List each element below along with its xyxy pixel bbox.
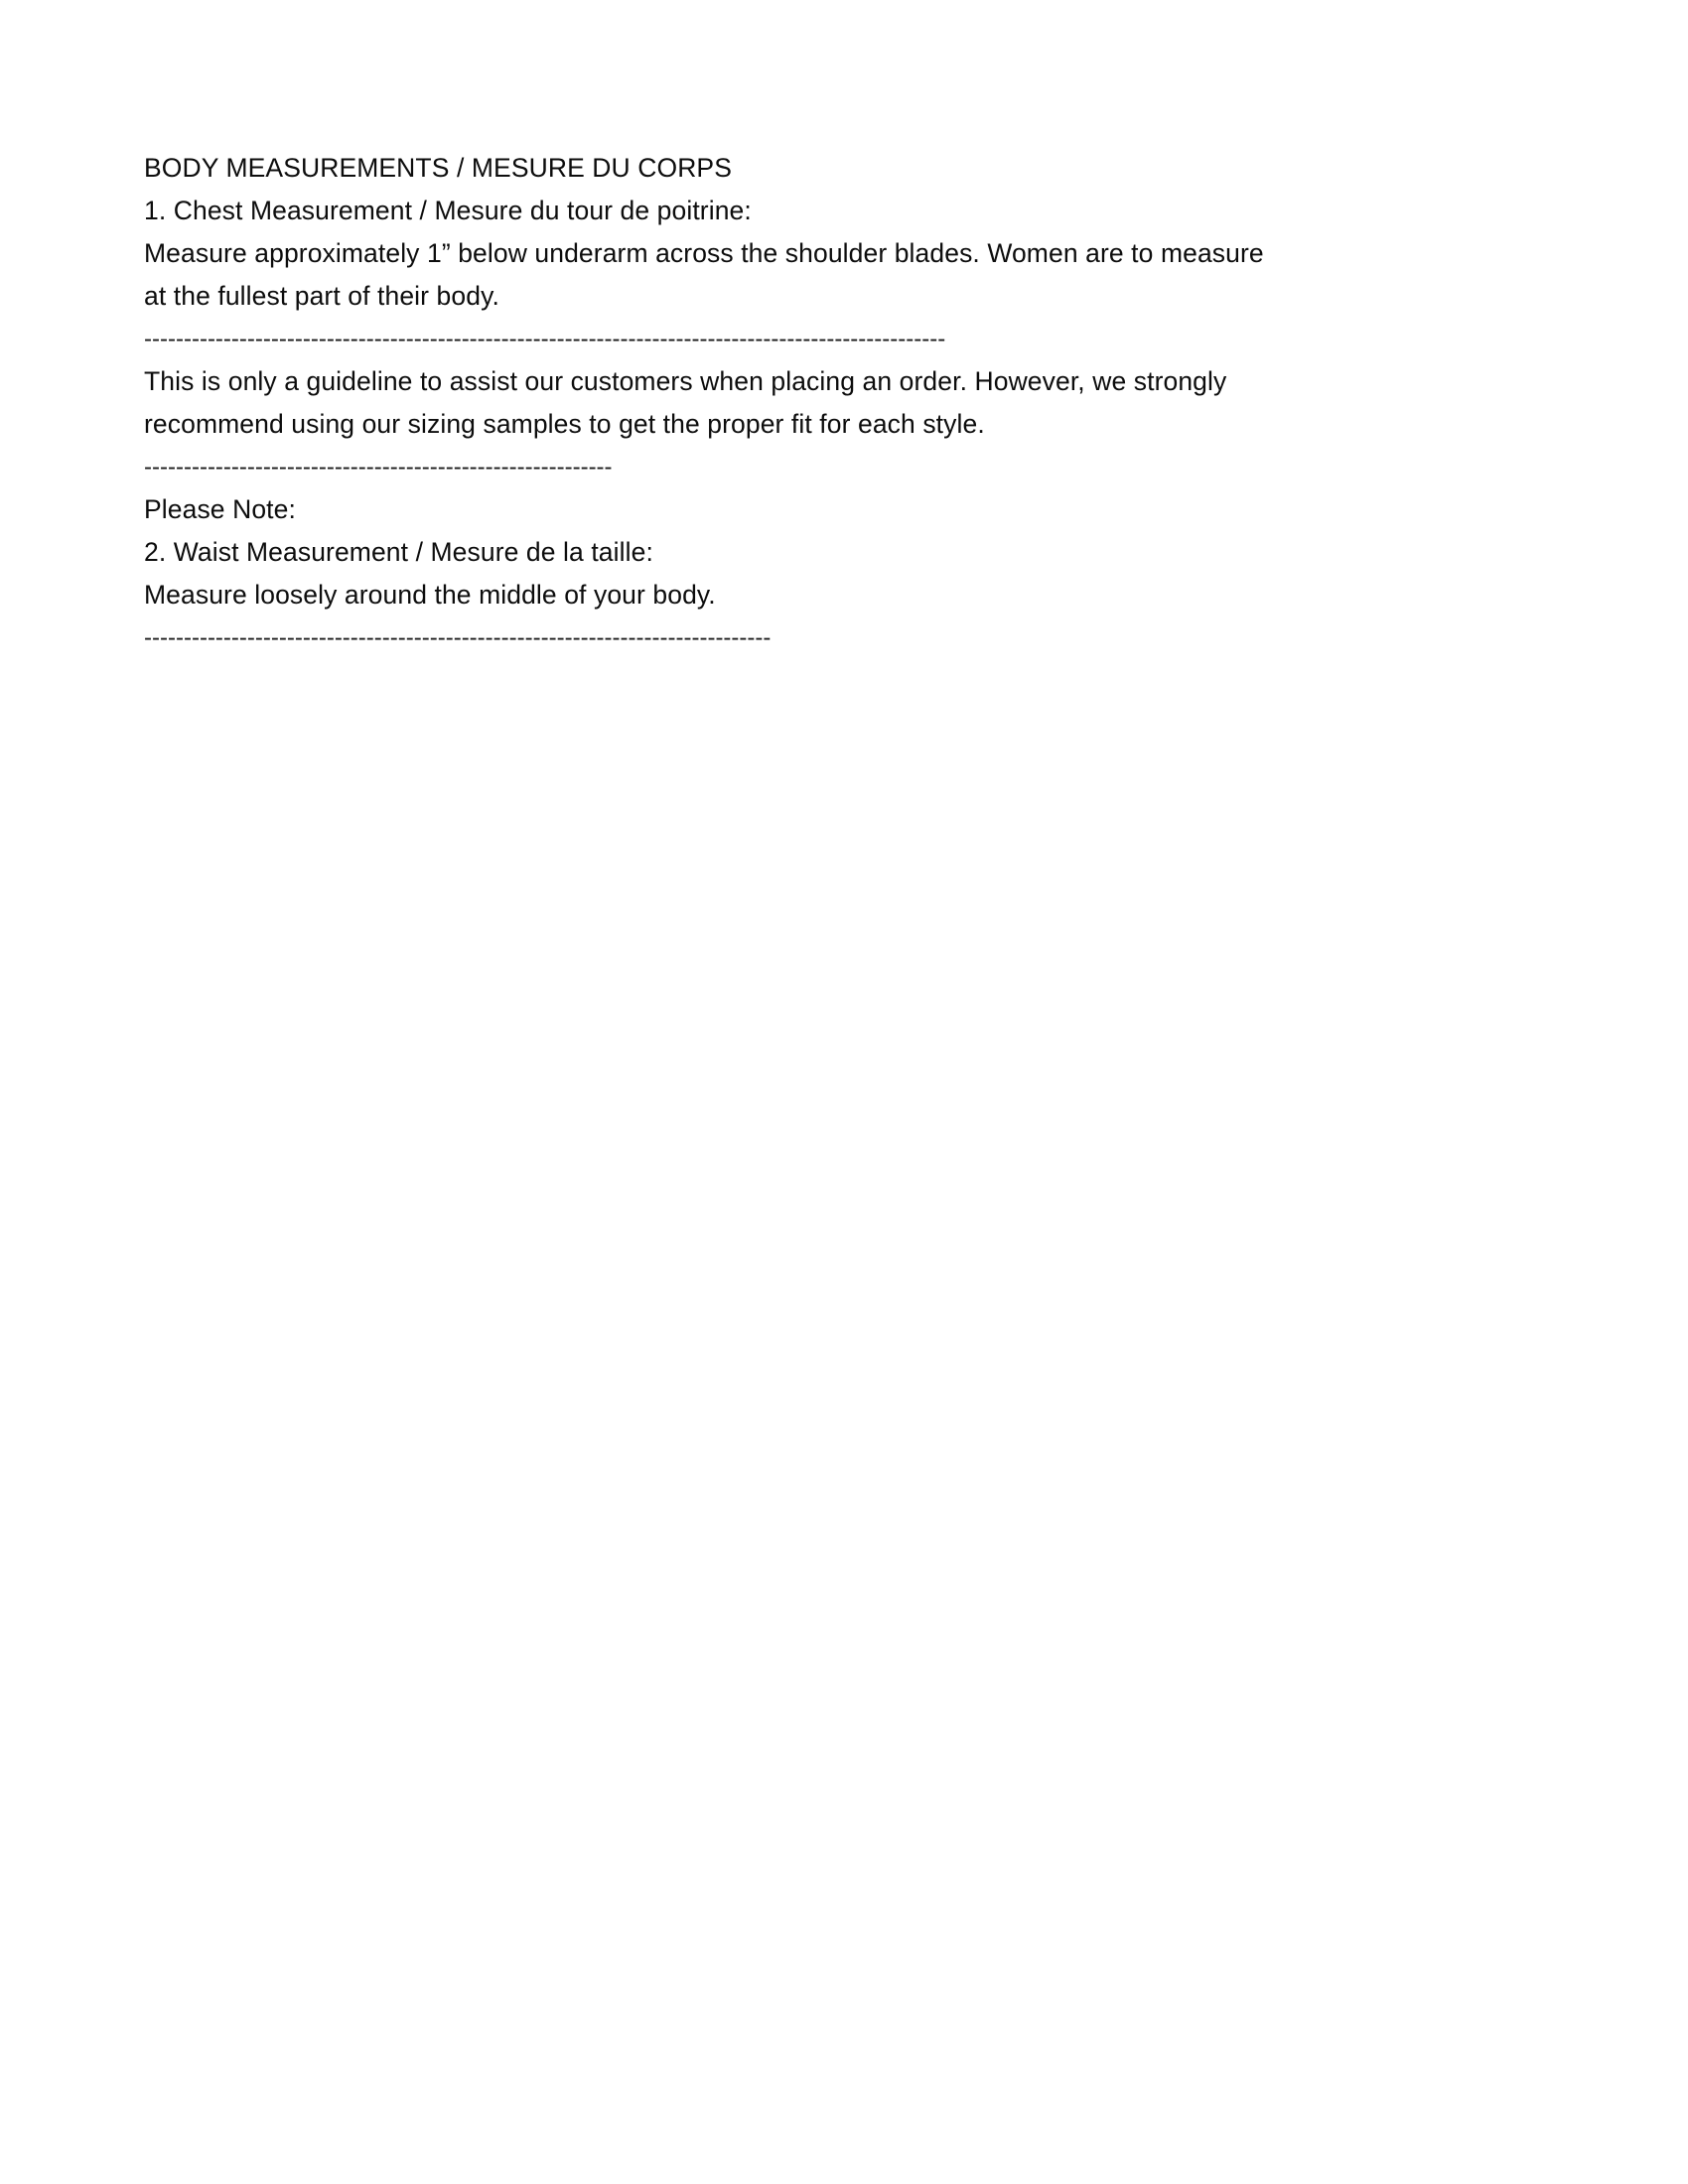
divider-dashes-short: ------------------------------------------------------------------------------- [144,624,772,651]
divider-dashes-long: ----------------------------------------------------------------------------------------------------- [144,326,946,352]
divider-dashes-medium: ----------------------------------------------------------- [144,454,613,480]
chest-measurement-label: 1. Chest Measurement / Mesure du tour de poitrine: [144,196,752,225]
waist-measurement-label: 2. Waist Measurement / Mesure de la taille: [144,537,653,567]
waist-measurement-instructions: Measure loosely around the middle of your body. [144,580,716,610]
guideline-disclaimer: This is only a guideline to assist our customers when placing an order. However, we strongly recommend using our sizing samples to get the proper fit for each style. [144,366,1227,439]
page-title: BODY MEASUREMENTS / MESURE DU CORPS [144,153,732,183]
chest-measurement-instructions: Measure approximately 1” below underarm across the shoulder blades. Women are to measure at the fullest part of their body. [144,238,1264,311]
document-content [144,147,1455,659]
please-note-label: Please Note: [144,494,296,524]
